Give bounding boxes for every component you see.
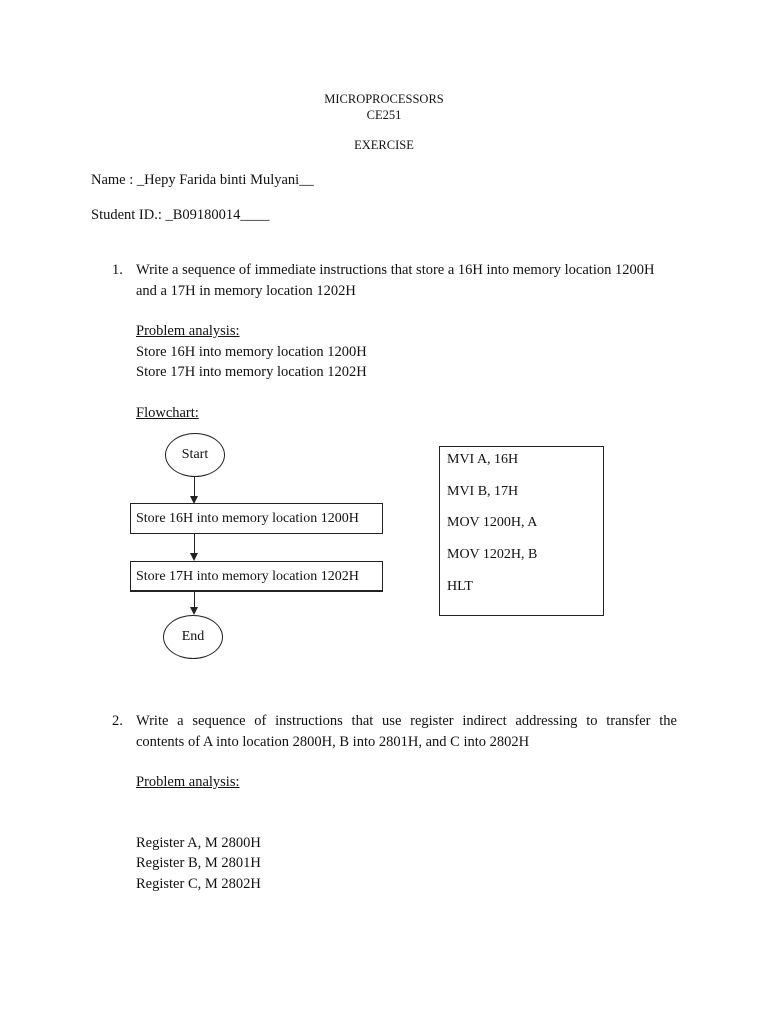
code-line-5: HLT (447, 579, 473, 594)
q1-flowchart-title: Flowchart: (136, 405, 199, 421)
student-id-row (91, 207, 269, 224)
q1-analysis-line-2: Store 17H into memory location 1202H (136, 364, 367, 380)
q1-text-line1: Write a sequence of immediate instructions that store a 16H into memory location 1200H (136, 262, 655, 278)
course-code: CE251 (366, 108, 402, 122)
flowchart-connector (194, 592, 195, 608)
q2-analysis-line-2: Register B, M 2801H (136, 855, 261, 871)
code-line-2: MVI B, 17H (447, 484, 519, 499)
name-value: _Hepy Farida binti Mulyani__ (136, 172, 314, 188)
assembly-code-box (439, 446, 604, 616)
q1-text-line2: and a 17H in memory location 1202H (136, 283, 356, 299)
flowchart-step-store-16h: Store 16H into memory location 1200H (130, 503, 383, 534)
q2-number: 2. (112, 713, 123, 729)
q2-analysis-line-1: Register A, M 2800H (136, 835, 261, 851)
flowchart-step-store-17h: Store 17H into memory location 1202H (130, 561, 383, 592)
q2-analysis-title: Problem analysis: (136, 774, 240, 790)
name-row (91, 172, 314, 189)
q1-analysis-title: Problem analysis: (136, 323, 240, 339)
name-label: Name : (91, 172, 134, 188)
document-type: EXERCISE (354, 138, 414, 152)
student-id-label: Student ID.: (91, 207, 162, 223)
q1-number: 1. (112, 262, 123, 278)
code-line-3: MOV 1200H, A (447, 515, 538, 530)
code-line-4: MOV 1202H, B (447, 547, 538, 562)
arrow-down-icon (190, 553, 198, 561)
flowchart-start: Start (165, 433, 225, 477)
flowchart-connector (194, 477, 195, 497)
flowchart-connector (194, 534, 195, 554)
code-line-1: MVI A, 16H (447, 452, 519, 467)
course-title: MICROPROCESSORS (324, 92, 444, 106)
arrow-down-icon (190, 607, 198, 615)
student-id-value: _B09180014____ (165, 207, 270, 223)
q1-analysis-line-1: Store 16H into memory location 1200H (136, 344, 367, 360)
q2-analysis-line-3: Register C, M 2802H (136, 876, 261, 892)
flowchart-end: End (163, 615, 223, 659)
q2-text-line2: contents of A into location 2800H, B into 2801H, and C into 2802H (136, 734, 530, 750)
q2-text-line1: Write a sequence of instructions that use register indirect addressing to transfer the (136, 713, 677, 729)
